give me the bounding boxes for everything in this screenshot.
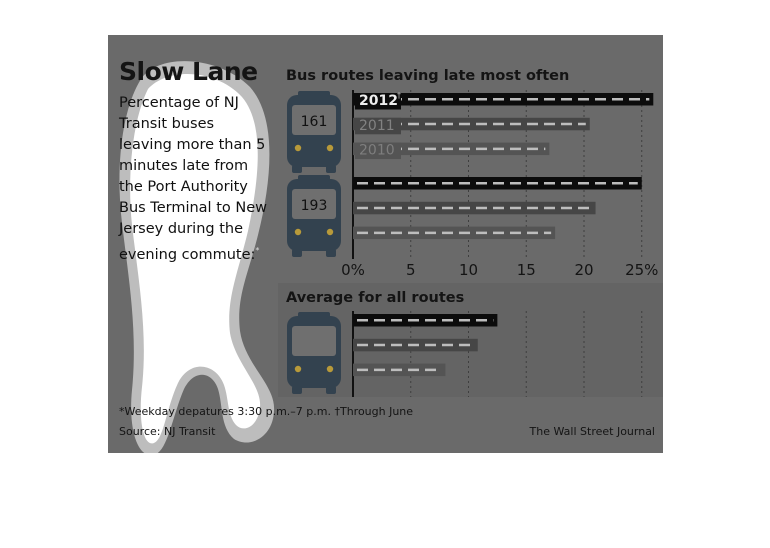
x-tick-label: 25% <box>625 261 659 279</box>
series-year-label: 2011 <box>359 117 395 134</box>
infographic <box>108 35 663 453</box>
chart-title: Slow Lane <box>119 57 258 86</box>
x-tick-label: 15 <box>516 261 536 279</box>
footnote: *Weekday depatures 3:30 p.m.–7 p.m. †Through June <box>119 405 414 418</box>
subtitle-footnote-marker: * <box>255 246 260 255</box>
x-tick-label: 20 <box>574 261 594 279</box>
bus-route-label: 193 <box>300 198 328 214</box>
average-panel-title: Average for all routes <box>286 290 465 306</box>
series-year-label: 2012 <box>359 93 398 109</box>
x-tick-label: 0% <box>341 261 365 279</box>
routes-panel-title: Bus routes leaving late most often <box>286 68 570 84</box>
subtitle-text: Percentage of NJ Transit buses leaving more than 5 minutes late from the Port Authority Bus Terminal to New Jersey during the evening commute: <box>119 95 267 263</box>
chart-subtitle <box>119 93 269 266</box>
x-tick-label: 5 <box>405 261 416 279</box>
series-year-label: 2010 <box>359 142 395 159</box>
bus-route-label: 161 <box>300 114 328 130</box>
source-line: Source: NJ Transit <box>119 425 216 438</box>
series-marker: † <box>397 91 401 100</box>
credit-line: The Wall Street Journal <box>529 425 655 438</box>
x-tick-label: 10 <box>458 261 479 279</box>
